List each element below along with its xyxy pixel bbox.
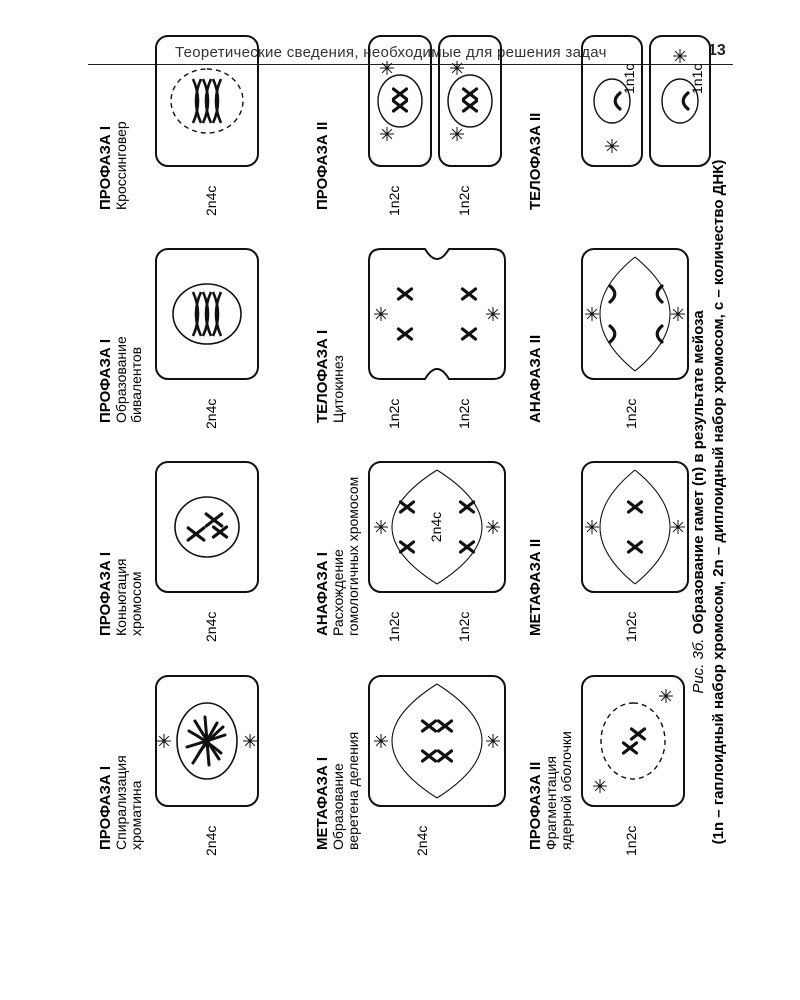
- stage-description: хромосом: [128, 571, 144, 636]
- centrosome-aster: [380, 61, 394, 75]
- stage-description: Коньюгация: [113, 558, 129, 636]
- chromatid: [615, 93, 620, 109]
- stage-title: ТЕЛОФАЗА I: [314, 329, 331, 423]
- ploidy-label: 1n2c: [456, 185, 472, 216]
- centrosome-aster: [673, 49, 687, 63]
- spindle-fiber: [635, 470, 670, 584]
- stage-title: ПРОФАЗА I: [97, 338, 114, 423]
- stage-title: ПРОФАЗА II: [527, 761, 544, 850]
- caption-line-1: [690, 310, 707, 694]
- spindle-fiber: [437, 684, 482, 798]
- cell-metaphase-2: [582, 462, 688, 592]
- caption-prefix: Рис. 3б.: [690, 638, 707, 694]
- chromosome: [188, 528, 204, 540]
- ploidy-label: 1n2c: [386, 611, 402, 642]
- stage-label: [314, 122, 331, 210]
- page-number: 13: [708, 42, 726, 59]
- stage-label: [527, 731, 574, 850]
- ploidy-label: 1n1c: [689, 63, 705, 94]
- stage-title: МЕТАФАЗА II: [527, 538, 544, 636]
- stage-title: ПРОФАЗА I: [97, 551, 114, 636]
- spindle-fiber: [392, 684, 437, 798]
- chromatin-tangle: [187, 717, 225, 765]
- ploidy-label: 1n2c: [623, 825, 639, 856]
- cell-outline: [369, 676, 505, 806]
- centrosome-aster: [486, 520, 500, 534]
- stage-title: АНАФАЗА II: [527, 334, 544, 423]
- running-header: Теоретические сведения, необходимые для решения задач: [175, 44, 607, 61]
- chromosome: [461, 502, 474, 512]
- ploidy-label: 1n2c: [623, 611, 639, 642]
- bivalent-group: [193, 79, 221, 123]
- spindle-fiber: [635, 257, 670, 371]
- stage-description: веретена деления: [345, 731, 361, 850]
- nuclear-envelope: [378, 75, 422, 127]
- stage-label: [97, 121, 129, 210]
- centrosome-aster: [671, 307, 685, 321]
- stage-label: [97, 755, 144, 850]
- stage-title: ТЕЛОФАЗА II: [527, 112, 544, 210]
- stage-title: МЕТАФАЗА I: [314, 756, 331, 850]
- chromatid: [657, 326, 662, 342]
- centrosome-aster: [374, 307, 388, 321]
- spindle-fiber: [600, 470, 635, 584]
- stage-label: [527, 539, 544, 636]
- centrosome-aster: [374, 734, 388, 748]
- cell-outline: [369, 249, 505, 379]
- chromosome: [214, 527, 227, 537]
- chromosome: [399, 329, 412, 339]
- centrosome-aster: [671, 520, 685, 534]
- stage-label: [527, 113, 544, 210]
- stage-label: [314, 477, 361, 636]
- chromosome: [632, 729, 645, 739]
- chromosome: [399, 289, 412, 299]
- chromosome: [439, 751, 452, 761]
- centrosome-aster: [605, 139, 619, 153]
- stage-title: ПРОФАЗА I: [97, 125, 114, 210]
- stage-description: Спирализация: [113, 755, 129, 850]
- cells-prophase-2: [369, 36, 501, 166]
- ploidy-label: 1n2c: [456, 611, 472, 642]
- stage-label: [314, 732, 361, 850]
- centrosome-aster: [486, 307, 500, 321]
- chromosome: [624, 743, 637, 753]
- centrosome-aster: [380, 127, 394, 141]
- stage-description: гомологичных хромосом: [345, 476, 361, 636]
- centrosome-aster: [450, 61, 464, 75]
- ploidy-label: 2n4c: [203, 185, 219, 216]
- ploidy-label: 2n4c: [203, 825, 219, 856]
- chromosome: [629, 542, 642, 552]
- ploidy-label: 1n2c: [386, 185, 402, 216]
- cell-prophase-1-conjugation: [156, 462, 258, 592]
- stage-description: Фрагментация: [543, 756, 559, 850]
- chromatid: [610, 286, 615, 302]
- caption-line-2: (1n – гаплоидный набор хромосом, 2n – диплоидный набор хромосом, c – количество ДНК): [710, 159, 727, 845]
- nuclear-envelope: [448, 75, 492, 127]
- chromosome: [629, 502, 642, 512]
- cell-anaphase-2: [582, 249, 688, 379]
- chromosome: [464, 89, 477, 99]
- centrosome-aster: [585, 520, 599, 534]
- chromosome: [401, 542, 414, 552]
- stage-title: АНАФАЗА I: [314, 552, 331, 636]
- centrosome-aster: [243, 734, 257, 748]
- chromatid: [657, 286, 662, 302]
- caption-title: Образование гамет (n) в результате мейоза: [690, 310, 707, 635]
- chromosome: [206, 514, 222, 526]
- ploidy-label: 2n4c: [203, 611, 219, 642]
- stage-description: хроматина: [128, 780, 144, 850]
- chromosome: [394, 101, 407, 111]
- cell-metaphase-1: [369, 676, 505, 806]
- ploidy-label: 1n2c: [623, 398, 639, 429]
- cell-prophase-1-bivalents: [156, 249, 258, 379]
- ploidy-label: 2n4c: [203, 398, 219, 429]
- chromosome: [463, 289, 476, 299]
- ploidy-label: 1n1c: [621, 63, 637, 94]
- stage-label: [527, 335, 544, 423]
- stage-label: [97, 336, 144, 423]
- centrosome-aster: [450, 127, 464, 141]
- chromosome: [461, 542, 474, 552]
- chromatid: [683, 93, 688, 109]
- stage-title: ПРОФАЗА II: [314, 121, 331, 210]
- centrosome-aster: [374, 520, 388, 534]
- stage-description: бивалентов: [128, 346, 144, 423]
- stage-label: [314, 330, 346, 423]
- centrosome-aster: [593, 779, 607, 793]
- cell-anaphase-1: [369, 462, 505, 592]
- stage-title: ПРОФАЗА I: [97, 765, 114, 850]
- chromosome: [423, 721, 436, 731]
- stage-description: Расхождение: [330, 549, 346, 636]
- inner-ploidy-label: 2n4c: [428, 511, 444, 543]
- chromosome: [439, 721, 452, 731]
- figure-caption: [690, 160, 727, 845]
- centrosome-aster: [486, 734, 500, 748]
- chromosome: [401, 502, 414, 512]
- cell-telophase-1: [369, 249, 505, 379]
- stage-label: [97, 552, 144, 636]
- chromatid: [610, 326, 615, 342]
- stage-description: ядерной оболочки: [558, 731, 574, 850]
- cells-telophase-2: [582, 36, 710, 166]
- cell-prophase-1-crossing-over: [156, 36, 258, 166]
- nuclear-envelope: [601, 703, 665, 779]
- chromosome: [464, 101, 477, 111]
- cell-prophase-2-fragmentation: [582, 676, 684, 806]
- stage-description: Образование: [113, 336, 129, 423]
- chromosome: [463, 329, 476, 339]
- stage-description: Цитокинез: [330, 355, 346, 423]
- spindle-fiber: [600, 257, 635, 371]
- ploidy-label: 1n2c: [386, 398, 402, 429]
- bivalent-group: [193, 292, 221, 336]
- centrosome-aster: [585, 307, 599, 321]
- cell-prophase-1-spiralization: [156, 676, 258, 806]
- chromosome: [423, 751, 436, 761]
- stage-description: Образование: [330, 763, 346, 850]
- chromosome: [394, 89, 407, 99]
- centrosome-aster: [157, 734, 171, 748]
- ploidy-label: 2n4c: [414, 825, 430, 856]
- ploidy-label: 1n2c: [456, 398, 472, 429]
- stage-description: Кроссинговер: [113, 121, 129, 210]
- centrosome-aster: [659, 689, 673, 703]
